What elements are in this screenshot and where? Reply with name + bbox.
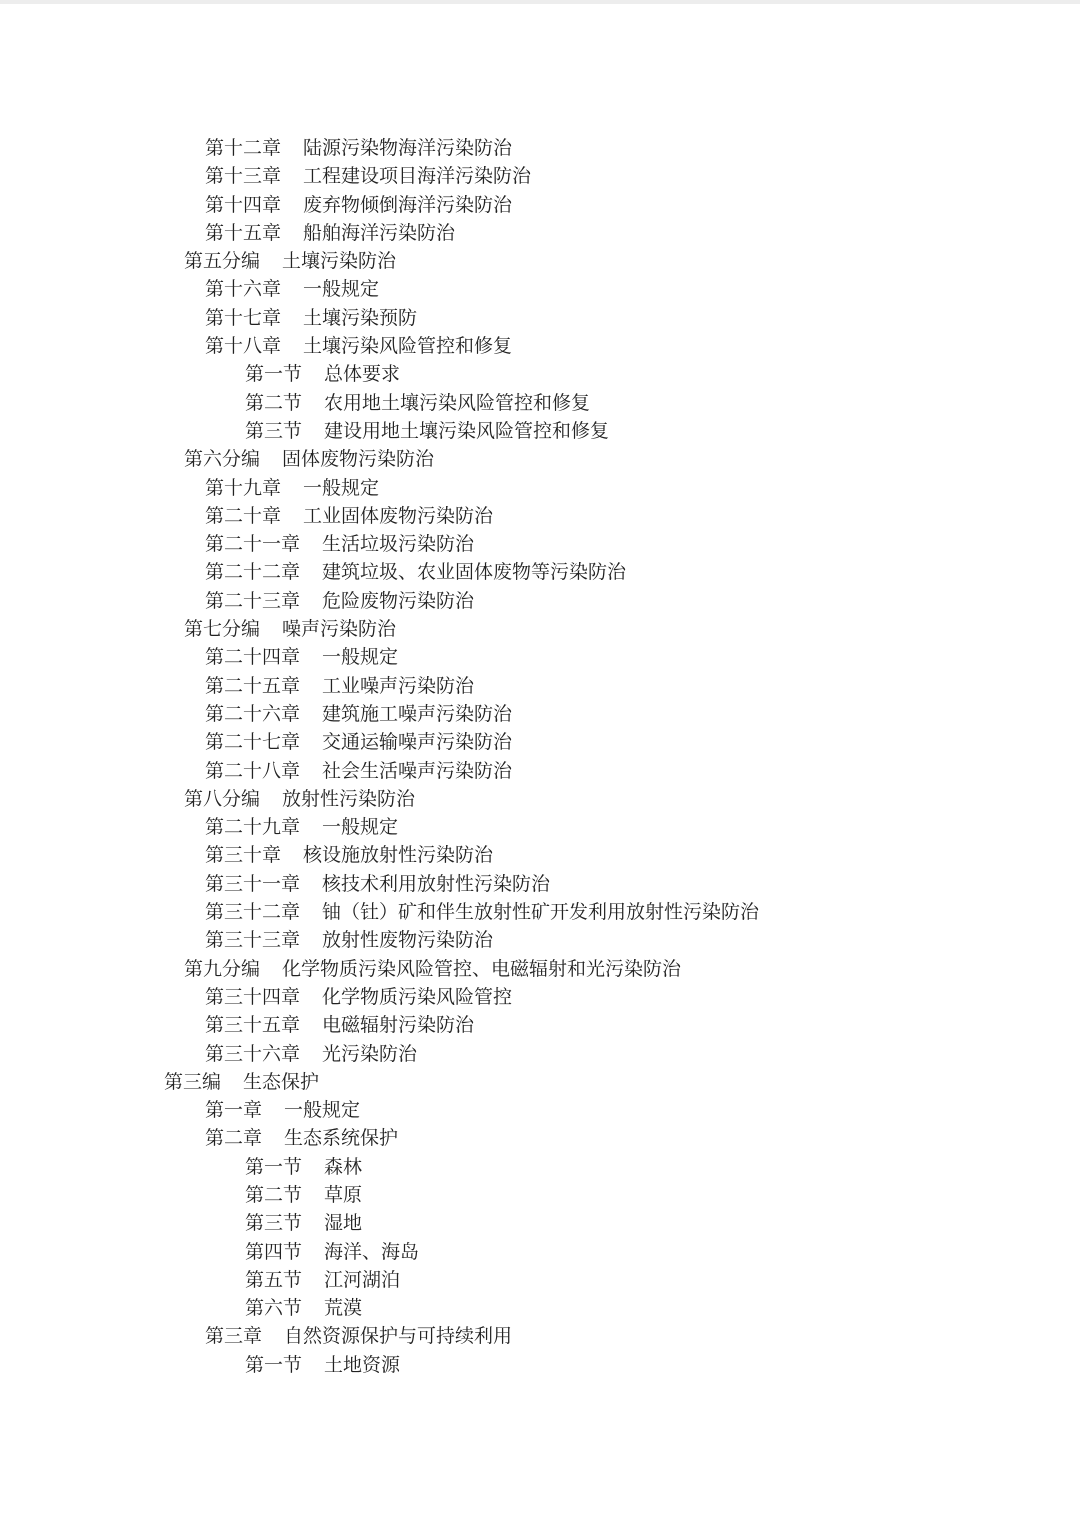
toc-entry-number: 第一节: [245, 1353, 303, 1376]
toc-entry: [0, 191, 1080, 219]
toc-entry-number: 第二十九章: [205, 816, 301, 839]
toc-entry-title: 草原: [324, 1183, 363, 1206]
toc-entry-number: 第三十四章: [205, 985, 301, 1008]
top-edge-shade: [0, 0, 1080, 4]
toc-entry-title: 光污染防治: [322, 1042, 418, 1065]
toc-entry: [0, 700, 1080, 728]
toc-entry-title: 一般规定: [322, 646, 399, 669]
toc-entry: [0, 445, 1080, 473]
toc-entry-number: 第十二章: [205, 137, 282, 159]
toc-entry-number: 第六分编: [184, 448, 261, 471]
toc-entry: [0, 1068, 1080, 1096]
toc-entry-number: 第二章: [205, 1127, 263, 1150]
toc-entry-number: 第三节: [245, 419, 303, 442]
toc-entry-title: 化学物质污染风险管控、电磁辐射和光污染防治: [282, 957, 682, 980]
toc-entry: [0, 219, 1080, 247]
toc-entry-number: 第五节: [245, 1268, 303, 1291]
toc-entry-number: 第二十章: [205, 504, 282, 527]
toc-entry-number: 第九分编: [184, 957, 261, 980]
toc-entry: [0, 728, 1080, 756]
toc-entry-number: 第四节: [245, 1240, 303, 1263]
toc-entry: [0, 134, 1080, 162]
toc-entry-title: 一般规定: [322, 816, 399, 839]
toc-entry: [0, 1294, 1080, 1322]
toc-entry-number: 第一节: [245, 363, 303, 386]
toc-entry-number: 第二节: [245, 1183, 303, 1206]
toc-entry-number: 第十五章: [205, 221, 282, 244]
toc-entry: [0, 672, 1080, 700]
toc-entry: [0, 530, 1080, 558]
toc-entry-number: 第二十五章: [205, 674, 301, 697]
toc-entry: [0, 587, 1080, 615]
toc-entry: [0, 558, 1080, 586]
toc-entry-number: 第一章: [205, 1099, 263, 1122]
toc-entry-number: 第十九章: [205, 476, 282, 499]
toc-entry-title: 生活垃圾污染防治: [322, 533, 475, 556]
toc-entry-title: 生态保护: [243, 1070, 320, 1093]
toc-entry-number: 第二十六章: [205, 702, 301, 725]
toc-entry-title: 工程建设项目海洋污染防治: [303, 165, 532, 188]
toc-entry-title: 电磁辐射污染防治: [322, 1014, 475, 1037]
toc-entry-title: 放射性废物污染防治: [322, 929, 494, 952]
toc-entry-title: 社会生活噪声污染防治: [322, 759, 513, 782]
toc-entry-title: 农用地土壤污染风险管控和修复: [324, 391, 591, 414]
toc-entry-number: 第六节: [245, 1297, 303, 1320]
toc-entry-title: 一般规定: [303, 278, 380, 301]
toc-entry: [0, 1181, 1080, 1209]
toc-entry-title: 噪声污染防治: [282, 618, 397, 641]
toc-entry-title: 总体要求: [324, 363, 401, 386]
toc-entry-title: 森林: [324, 1155, 363, 1178]
toc-entry-number: 第二十三章: [205, 589, 301, 612]
toc-entry: [0, 304, 1080, 332]
toc-entry: [0, 1238, 1080, 1266]
table-of-contents: [0, 134, 1080, 1379]
toc-entry-number: 第十四章: [205, 193, 282, 216]
toc-entry-number: 第二十四章: [205, 646, 301, 669]
toc-entry: [0, 360, 1080, 388]
toc-entry-number: 第十七章: [205, 306, 282, 329]
toc-entry-title: 土壤污染防治: [282, 250, 397, 273]
toc-entry-title: 建筑垃圾、农业固体废物等污染防治: [322, 561, 627, 584]
toc-entry-title: 船舶海洋污染防治: [303, 221, 456, 244]
toc-entry: [0, 870, 1080, 898]
toc-entry-number: 第八分编: [184, 787, 261, 810]
toc-entry-title: 自然资源保护与可持续利用: [284, 1325, 513, 1348]
toc-entry-number: 第三十三章: [205, 929, 301, 952]
toc-entry: [0, 502, 1080, 530]
toc-entry: [0, 1096, 1080, 1124]
toc-entry-title: 海洋、海岛: [324, 1240, 420, 1263]
toc-entry-number: 第三十二章: [205, 901, 301, 924]
toc-entry-title: 核设施放射性污染防治: [303, 844, 494, 867]
toc-entry-number: 第五分编: [184, 250, 261, 273]
toc-entry: [0, 955, 1080, 983]
toc-entry: [0, 1351, 1080, 1379]
toc-entry: [0, 247, 1080, 275]
toc-entry-number: 第三十五章: [205, 1014, 301, 1037]
toc-entry-title: 一般规定: [284, 1099, 361, 1122]
toc-entry-title: 建设用地土壤污染风险管控和修复: [324, 419, 610, 442]
toc-entry-title: 湿地: [324, 1212, 363, 1235]
toc-entry: [0, 1266, 1080, 1294]
toc-entry-number: 第二节: [245, 391, 303, 414]
toc-entry-number: 第二十一章: [205, 533, 301, 556]
toc-entry-number: 第十八章: [205, 335, 282, 358]
toc-entry-title: 废弃物倾倒海洋污染防治: [303, 193, 513, 216]
toc-entry-title: 江河湖泊: [324, 1268, 401, 1291]
toc-entry-title: 化学物质污染风险管控: [322, 985, 513, 1008]
toc-entry: [0, 389, 1080, 417]
toc-entry-number: 第二十七章: [205, 731, 301, 754]
toc-entry: [0, 841, 1080, 869]
toc-entry-number: 第三节: [245, 1212, 303, 1235]
toc-entry-title: 土地资源: [324, 1353, 401, 1376]
toc-entry: [0, 417, 1080, 445]
toc-entry: [0, 275, 1080, 303]
toc-entry-title: 交通运输噪声污染防治: [322, 731, 513, 754]
toc-entry: [0, 1153, 1080, 1181]
toc-entry: [0, 332, 1080, 360]
toc-entry: [0, 1040, 1080, 1068]
toc-entry-title: 工业噪声污染防治: [322, 674, 475, 697]
toc-entry-number: 第七分编: [184, 618, 261, 641]
toc-entry-title: 放射性污染防治: [282, 787, 416, 810]
toc-entry-number: 第一节: [245, 1155, 303, 1178]
toc-entry: [0, 785, 1080, 813]
toc-entry-title: 土壤污染风险管控和修复: [303, 335, 513, 358]
toc-entry: [0, 898, 1080, 926]
toc-entry: [0, 926, 1080, 954]
toc-entry: [0, 615, 1080, 643]
toc-entry-number: 第二十二章: [205, 561, 301, 584]
toc-entry-number: 第三章: [205, 1325, 263, 1348]
toc-entry-title: 工业固体废物污染防治: [303, 504, 494, 527]
toc-entry: [0, 983, 1080, 1011]
toc-entry-number: 第三编: [164, 1070, 222, 1093]
toc-entry: [0, 1124, 1080, 1152]
toc-entry: [0, 757, 1080, 785]
toc-entry-number: 第三十一章: [205, 872, 301, 895]
toc-entry-title: 危险废物污染防治: [322, 589, 475, 612]
toc-entry-number: 第三十六章: [205, 1042, 301, 1065]
toc-entry: [0, 1322, 1080, 1350]
toc-entry: [0, 813, 1080, 841]
toc-entry: [0, 162, 1080, 190]
toc-entry: [0, 1011, 1080, 1039]
toc-entry-title: 铀（钍）矿和伴生放射性矿开发利用放射性污染防治: [322, 901, 760, 924]
toc-entry-number: 第二十八章: [205, 759, 301, 782]
toc-entry-title: 土壤污染预防: [303, 306, 418, 329]
toc-entry-title: 核技术利用放射性污染防治: [322, 872, 551, 895]
toc-entry-title: 一般规定: [303, 476, 380, 499]
toc-entry-title: 建筑施工噪声污染防治: [322, 702, 513, 725]
toc-entry-number: 第十三章: [205, 165, 282, 188]
toc-entry-title: 固体废物污染防治: [282, 448, 435, 471]
toc-entry: [0, 643, 1080, 671]
toc-entry-title: 陆源污染物海洋污染防治: [303, 137, 513, 159]
toc-entry-number: 第三十章: [205, 844, 282, 867]
toc-entry: [0, 474, 1080, 502]
toc-entry-number: 第十六章: [205, 278, 282, 301]
toc-entry: [0, 1209, 1080, 1237]
toc-entry-title: 荒漠: [324, 1297, 363, 1320]
toc-entry-title: 生态系统保护: [284, 1127, 399, 1150]
